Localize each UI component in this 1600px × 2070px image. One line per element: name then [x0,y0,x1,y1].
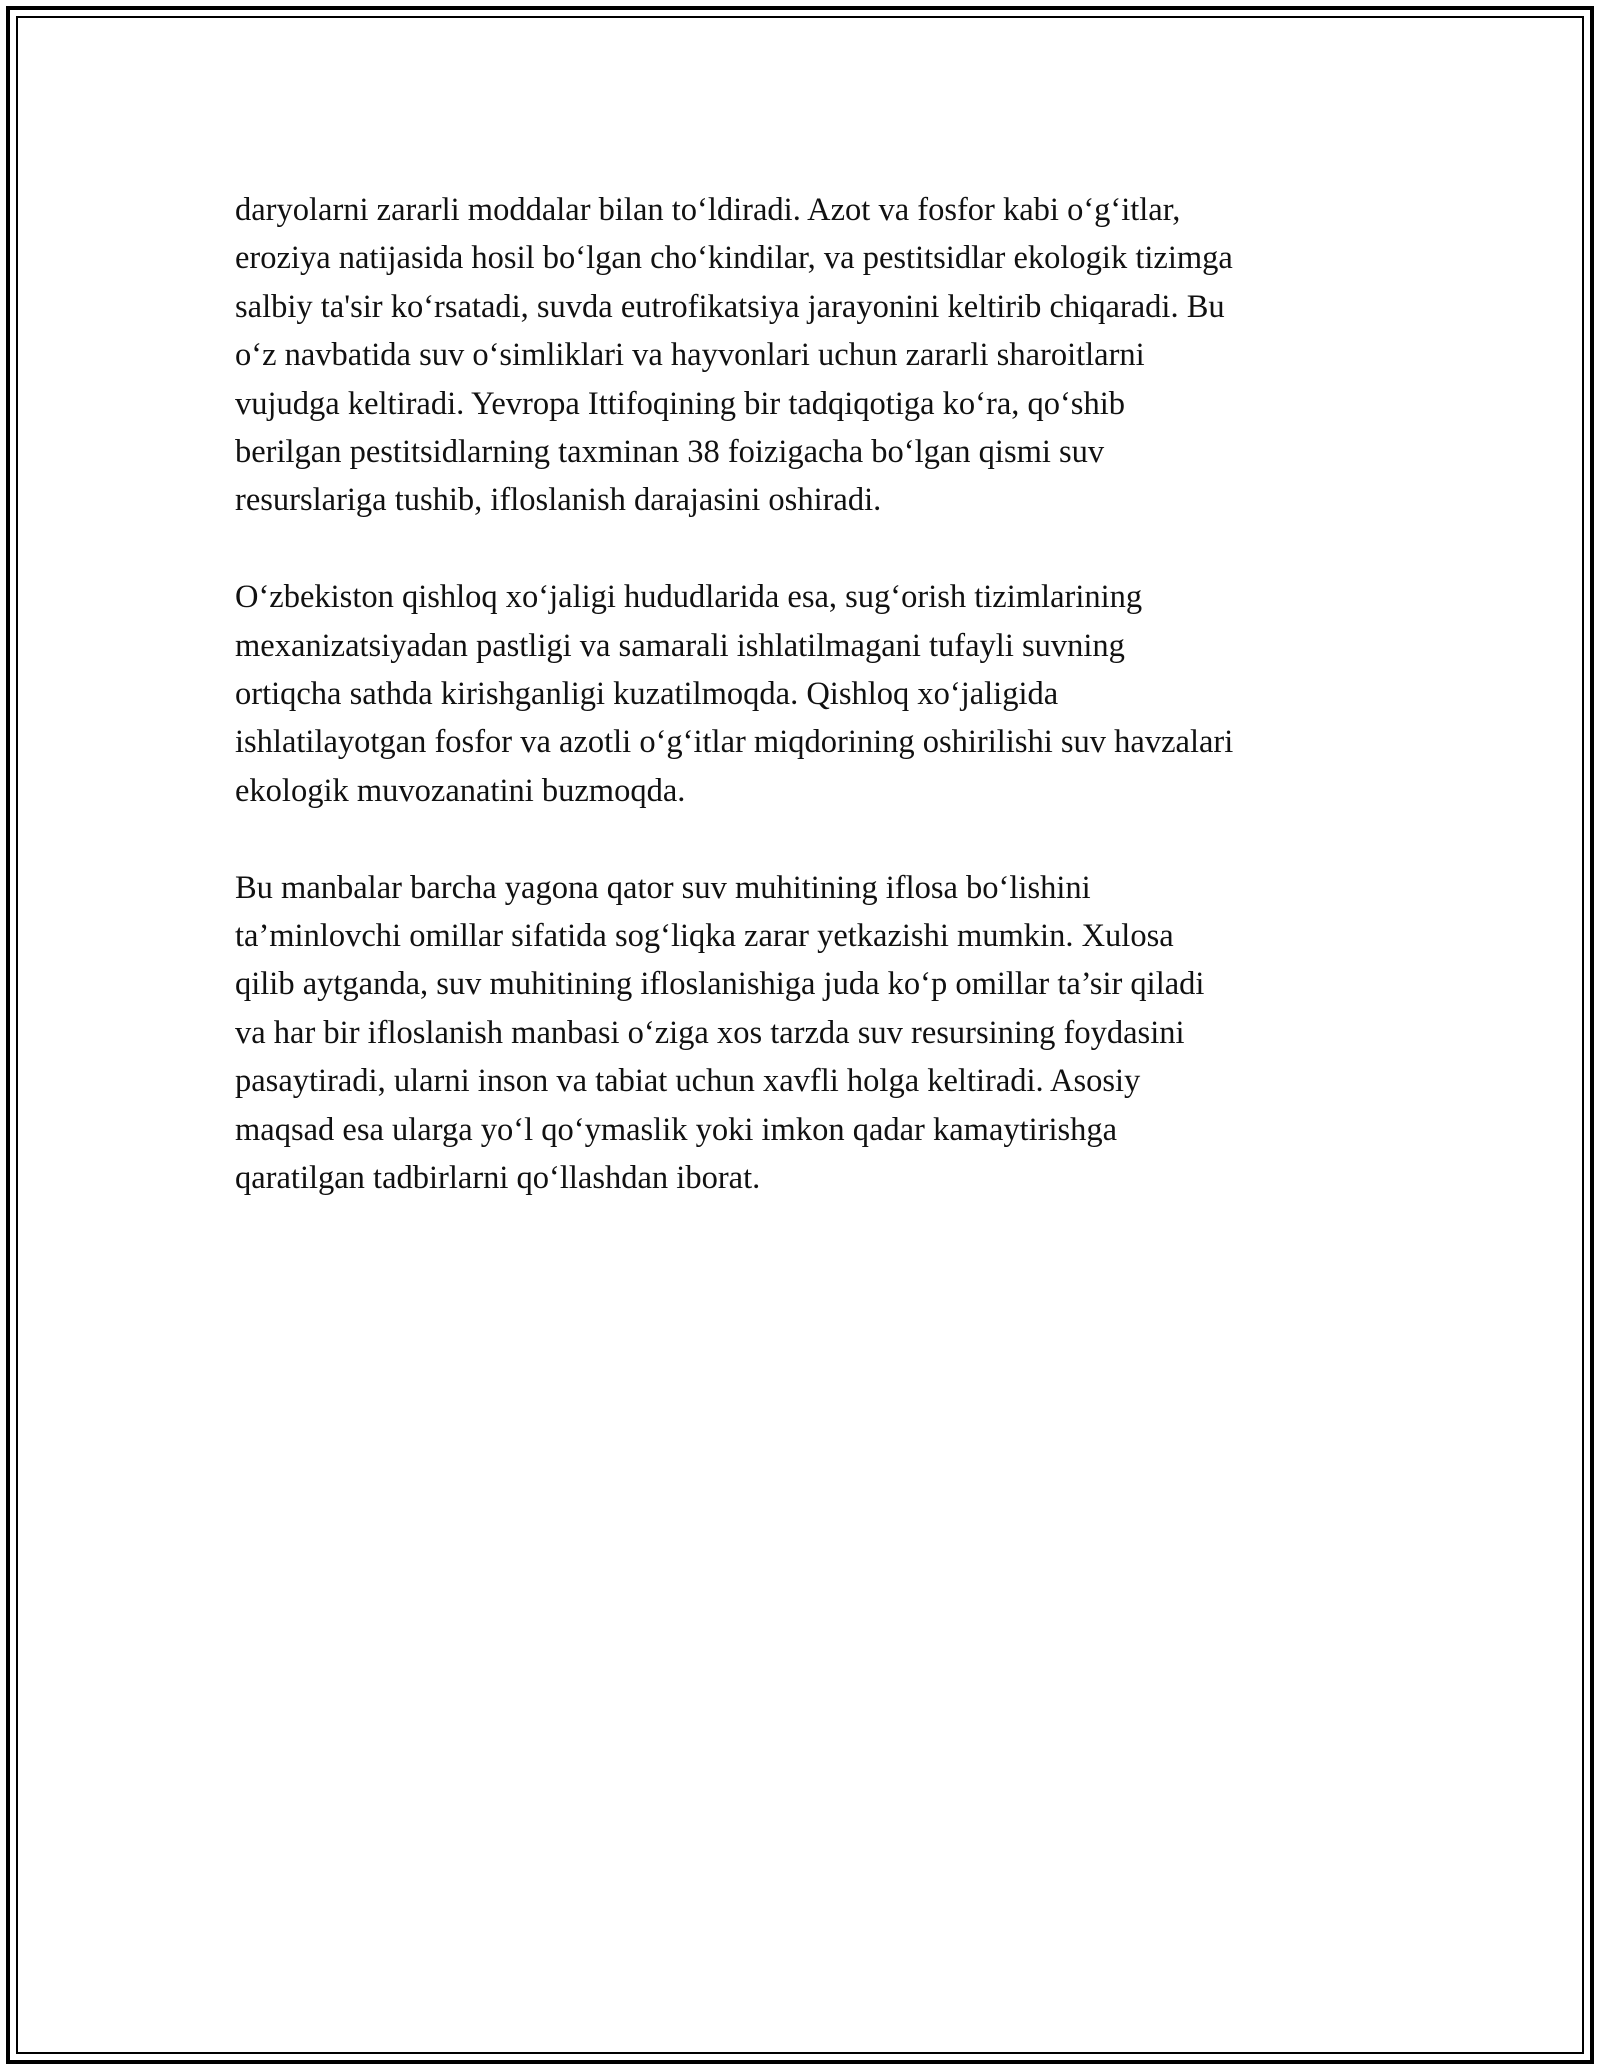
text-line: ishlatilayotgan fosfor va azotli o‘g‘itlar miqdorining oshirilishi suv havzalari [235,724,1234,761]
text-line: resurslariga tushib, ifloslanish darajasini oshiradi. [235,482,882,519]
document-body [235,186,1385,1203]
text-line: O‘zbekiston qishloq xo‘jaligi hududlarida esa, sug‘orish tizimlarining [235,579,1143,616]
text-line: ta’minlovchi omillar sifatida sog‘liqka zarar yetkazishi mumkin. Xulosa [235,918,1174,955]
text-line: o‘z navbatida suv o‘simliklari va hayvonlari uchun zararli sharoitlarni [235,337,1145,374]
text-line: ekologik muvozanatini buzmoqda. [235,772,686,809]
text-line: daryolarni zararli moddalar bilan to‘ldiradi. Azot va fosfor kabi o‘g‘itlar, [235,192,1181,228]
text-line: eroziya natijasida hosil bo‘lgan cho‘kindilar, va pestitsidlar ekologik tizimga [235,240,1233,277]
paragraph-3 [235,864,1385,1203]
text-line: salbiy ta'sir ko‘rsatadi, suvda eutrofikatsiya jarayonini keltirib chiqaradi. Bu [235,288,1225,325]
text-line: pasaytiradi, ularni inson va tabiat uchun xavfli holga keltiradi. Asosiy [235,1063,1141,1100]
text-line: va har bir ifloslanish manbasi o‘ziga xos tarzda suv resursining foydasini [235,1014,1185,1051]
text-line: vujudga keltiradi. Yevropa Ittifoqining bir tadqiqotiga ko‘ra, qo‘shib [235,385,1125,422]
text-line: ortiqcha sathda kirishganligi kuzatilmoqda. Qishloq xo‘jaligida [235,676,1059,713]
text-line: qilib aytganda, suv muhitining ifloslanishiga juda ko‘p omillar ta’sir qiladi [235,966,1205,1003]
text-line: mexanizatsiyadan pastligi va samarali ishlatilmagani tufayli suvning [235,627,1125,664]
text-line: maqsad esa ularga yo‘l qo‘ymaslik yoki imkon qadar kamaytirishga [235,1111,1118,1148]
paragraph-2 [235,573,1385,815]
text-line: berilgan pestitsidlarning taxminan 38 foizigacha bo‘lgan qismi suv [235,434,1105,471]
text-line: Bu manbalar barcha yagona qator suv muhitining iflosa bo‘lishini [235,869,1091,906]
paragraph-1 [235,186,1385,525]
text-line: qaratilgan tadbirlarni qo‘llashdan iborat. [235,1160,761,1197]
